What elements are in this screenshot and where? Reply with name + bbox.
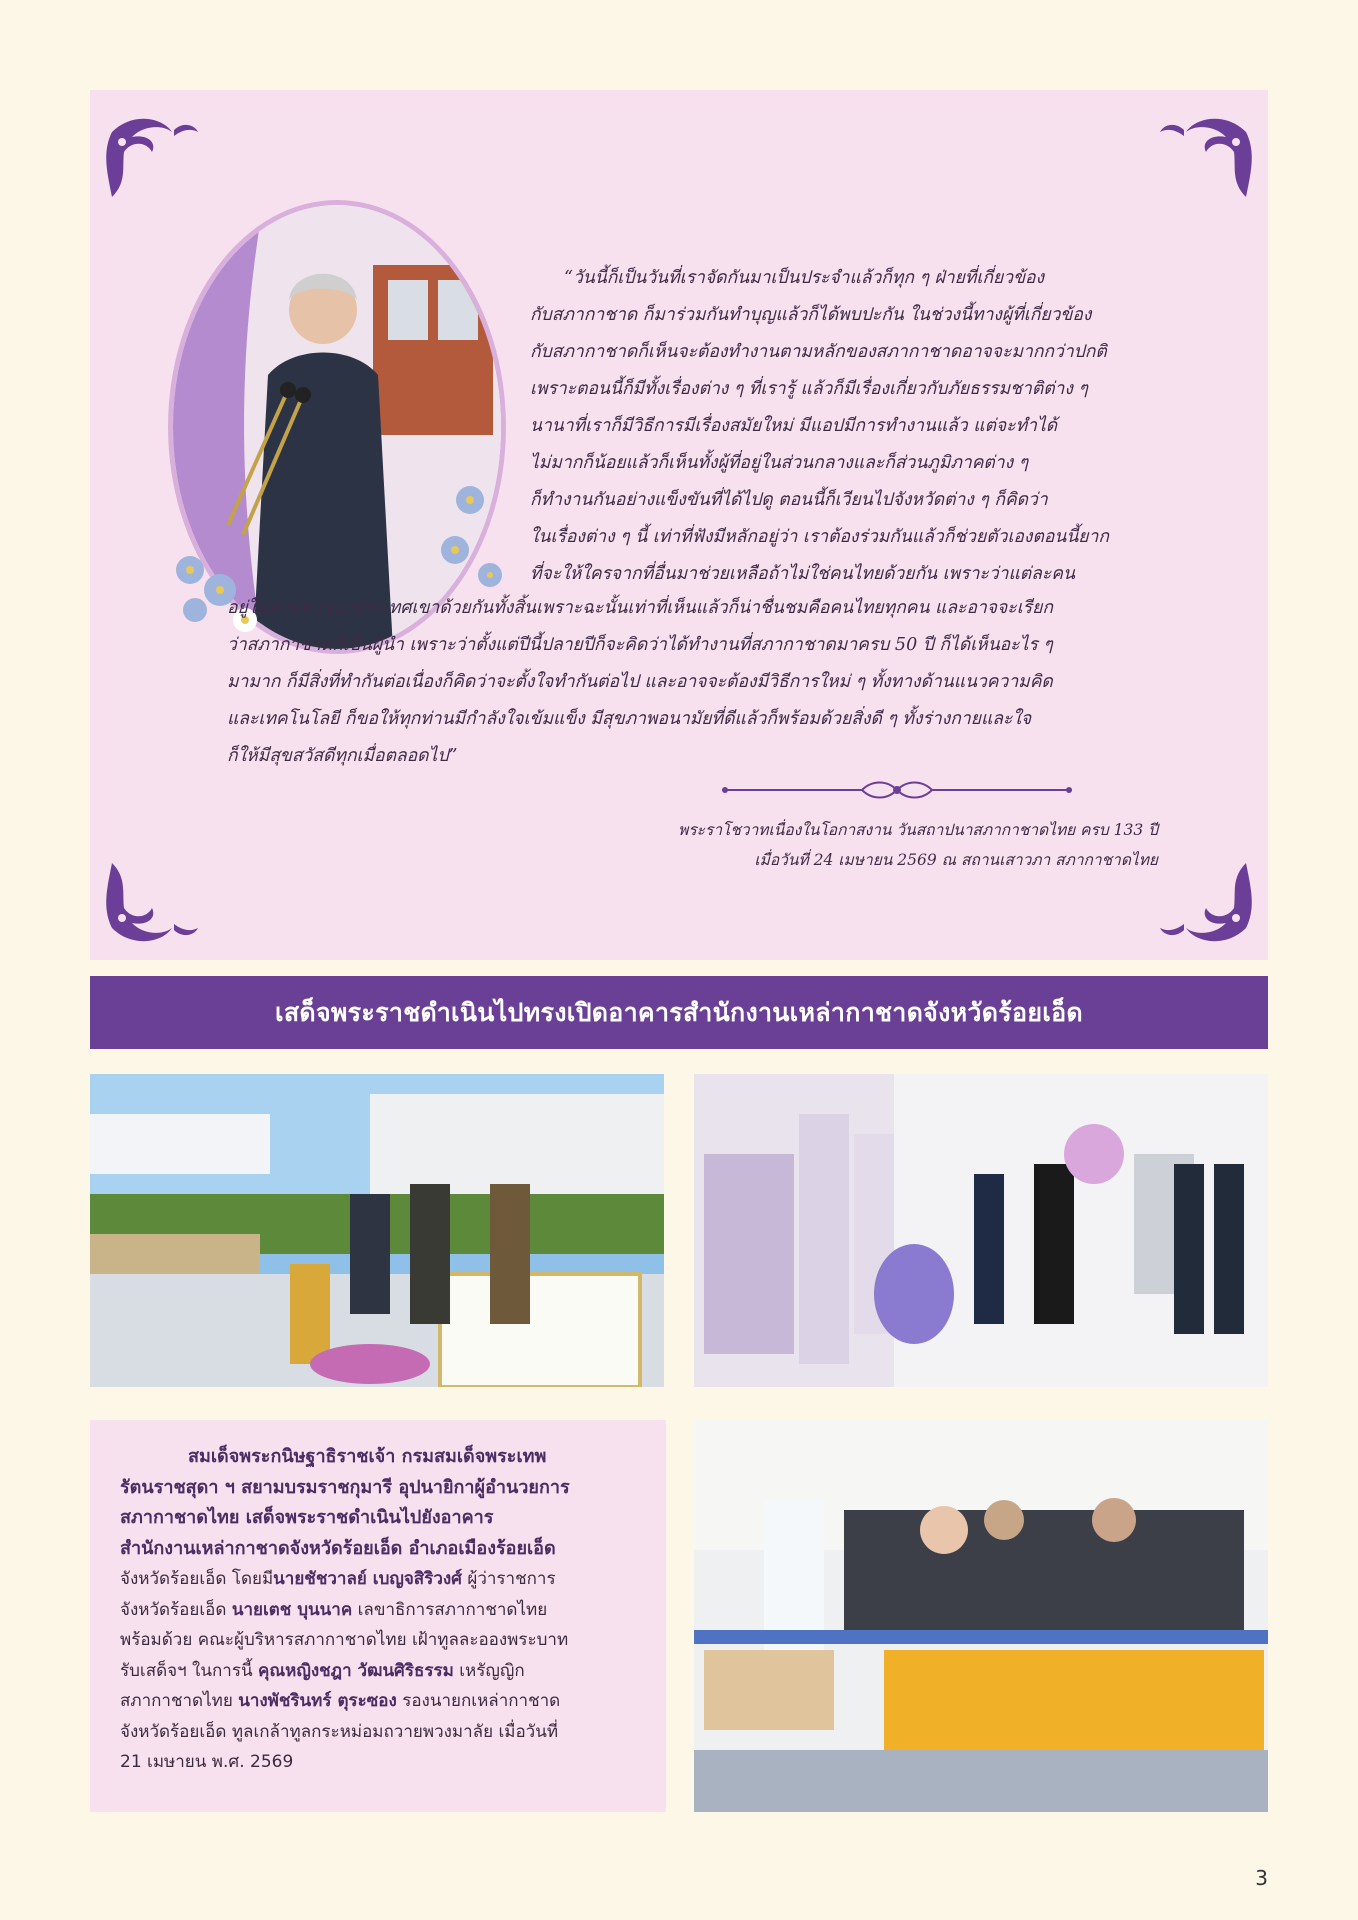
person-name: คุณหญิงชฎา วัฒนศิริธรรม xyxy=(257,1660,454,1681)
person-name: นายชัชวาลย์ เบญจสิริวงศ์ xyxy=(273,1569,462,1589)
article-line: จังหวัดร้อยเอ็ด ทูลเกล้าทูลกระหม่อมถวายพวงมาลัย เมื่อวันที่ xyxy=(120,1721,559,1742)
section-title: เสด็จพระราชดำเนินไปทรงเปิดอาคารสำนักงานเหล่ากาชาดจังหวัดร้อยเอ็ด xyxy=(275,998,1083,1027)
photo-supplies xyxy=(694,1420,1268,1812)
quote-text-top xyxy=(530,260,1255,593)
ornament-corner-icon xyxy=(102,112,202,212)
article-line: รัตนราชสุดา ฯ สยามบรมราชกุมารี อุปนายิกาผู้อำนวยการ xyxy=(120,1476,570,1498)
ornament-corner-icon xyxy=(1156,848,1256,948)
article-line: สำนักงานเหล่ากาชาดจังหวัดร้อยเอ็ด อำเภอเมืองร้อยเอ็ด xyxy=(120,1537,556,1559)
caption-line: เมื่อวันที่ 24 เมษายน 2569 ณ สถานเสาวภา สภากาชาดไทย xyxy=(754,851,1158,869)
caption-line: พระราโชวาทเนื่องในโอกาสงาน วันสถาปนาสภากาชาดไทย ครบ 133 ปี xyxy=(678,821,1158,839)
person-name: นางพัชรินทร์ ตุระซอง xyxy=(238,1691,397,1711)
article-text: สภากาชาดไทย xyxy=(120,1691,239,1711)
quote-line: กับสภากาชาดก็เห็นจะต้องทำงานตามหลักของสภากาชาดอาจจะมากกว่าปกติ xyxy=(530,342,1107,362)
article-line xyxy=(120,1595,640,1626)
article-line: สภากาชาดไทย เสด็จพระราชดำเนินไปยังอาคาร xyxy=(120,1507,494,1528)
quote-line: ก็ทำงานกันอย่างแข็งขันที่ได้ไปดู ตอนนี้ก็เวียนไปจังหวัดต่าง ๆ ก็คิดว่า xyxy=(530,490,1048,510)
quote-line: ว่าสภากาชาดก็เป็นผู้นำ เพราะว่าตั้งแต่ปีนี้ปลายปีก็จะคิดว่าได้ทำงานที่สภากาชาดมาครบ 50 ปี ก็ได้เห็นอะไร ๆ xyxy=(227,635,1053,655)
article-body xyxy=(120,1442,640,1778)
page-number: 3 xyxy=(1255,1866,1268,1890)
quote-text-full xyxy=(227,590,1255,775)
article-box xyxy=(90,1420,666,1812)
quote-line: ก็ให้มีสุขสวัสดีทุกเมื่อตลอดไป” xyxy=(227,746,458,766)
article-text: จังหวัดร้อยเอ็ด โดยมี xyxy=(120,1569,274,1589)
quote-line: กับสภากาชาด ก็มาร่วมกันทำบุญแล้วก็ได้พบปะกัน ในช่วงนี้ทางผู้ที่เกี่ยวข้อง xyxy=(530,305,1092,325)
quote-line: นานาที่เราก็มีวิธีการมีเรื่องสมัยใหม่ มีแอปมีการทำงานแล้ว แต่จะทำได้ xyxy=(530,416,1058,436)
quote-line: อยู่ในส่วนตัวของประเทศเขาด้วยกันทั้งสิ้นเพราะฉะนั้นเท่าที่เห็นแล้วก็น่าชื่นชมคือคนไทยทุกคน และอาจจะเรียก xyxy=(227,598,1053,618)
article-line: สมเด็จพระกนิษฐาธิราชเจ้า กรมสมเด็จพระเทพ xyxy=(188,1446,547,1467)
article-line xyxy=(120,1686,640,1717)
article-text: เลขาธิการสภากาชาดไทย xyxy=(352,1599,548,1620)
article-line: 21 เมษายน พ.ศ. 2569 xyxy=(120,1752,294,1772)
flower-decoration-icon xyxy=(430,470,520,600)
person-name: นายเตช บุนนาค xyxy=(231,1599,353,1620)
article-line xyxy=(120,1656,640,1687)
quote-line: และเทคโนโลยี ก็ขอให้ทุกท่านมีกำลังใจเข้มแข็ง มีสุขภาพอนามัยที่ดีแล้วก็พร้อมด้วยสิ่งดี ๆ ทั้งร่างกายและใจ xyxy=(227,709,1032,729)
quote-line: ไม่มากก็น้อยแล้วก็เห็นทั้งผู้ที่อยู่ในส่วนกลางและก็ส่วนภูมิภาคต่าง ๆ xyxy=(530,453,1029,473)
photo-exhibition xyxy=(694,1074,1268,1387)
quote-caption xyxy=(678,815,1158,875)
quote-line: มามาก ก็มีสิ่งที่ทำกันต่อเนื่องก็คิดว่าจะตั้งใจทำกันต่อไป และอาจจะต้องมีวิธีการใหม่ ๆ ทั้งทางด้านแนวความคิด xyxy=(227,672,1053,692)
section-banner xyxy=(90,976,1268,1049)
article-text: รับเสด็จฯ ในการนี้ xyxy=(120,1660,258,1681)
ornament-corner-icon xyxy=(102,848,202,948)
ornament-divider-icon xyxy=(722,778,1072,802)
photo-ceremony xyxy=(90,1074,664,1387)
quote-panel xyxy=(90,90,1268,960)
ornament-corner-icon xyxy=(1156,112,1256,212)
article-line: พร้อมด้วย คณะผู้บริหารสภากาชาดไทย เฝ้าทูลละอองพระบาท xyxy=(120,1630,569,1650)
article-text: ผู้ว่าราชการ xyxy=(461,1569,556,1589)
article-text: เหรัญญิก xyxy=(453,1660,525,1681)
quote-line: “วันนี้ก็เป็นวันที่เราจัดกันมาเป็นประจำแล้วก็ทุก ๆ ฝ่ายที่เกี่ยวข้อง xyxy=(564,268,1045,288)
article-line xyxy=(120,1564,640,1595)
article-text: รองนายกเหล่ากาชาด xyxy=(396,1691,561,1711)
article-text: จังหวัดร้อยเอ็ด xyxy=(120,1599,232,1620)
quote-line: เพราะตอนนี้ก็มีทั้งเรื่องต่าง ๆ ที่เรารู้ แล้วก็มีเรื่องเกี่ยวกับภัยธรรมชาติต่าง ๆ xyxy=(530,379,1088,399)
quote-line: ที่จะให้ใครจากที่อื่นมาช่วยเหลือถ้าไม่ใช่คนไทยด้วยกัน เพราะว่าแต่ละคน xyxy=(530,564,1075,584)
quote-line: ในเรื่องต่าง ๆ นี้ เท่าที่ฟังมีหลักอยู่ว่า เราต้องร่วมกันแล้วก็ช่วยตัวเองตอนนี้ยาก xyxy=(530,527,1109,547)
